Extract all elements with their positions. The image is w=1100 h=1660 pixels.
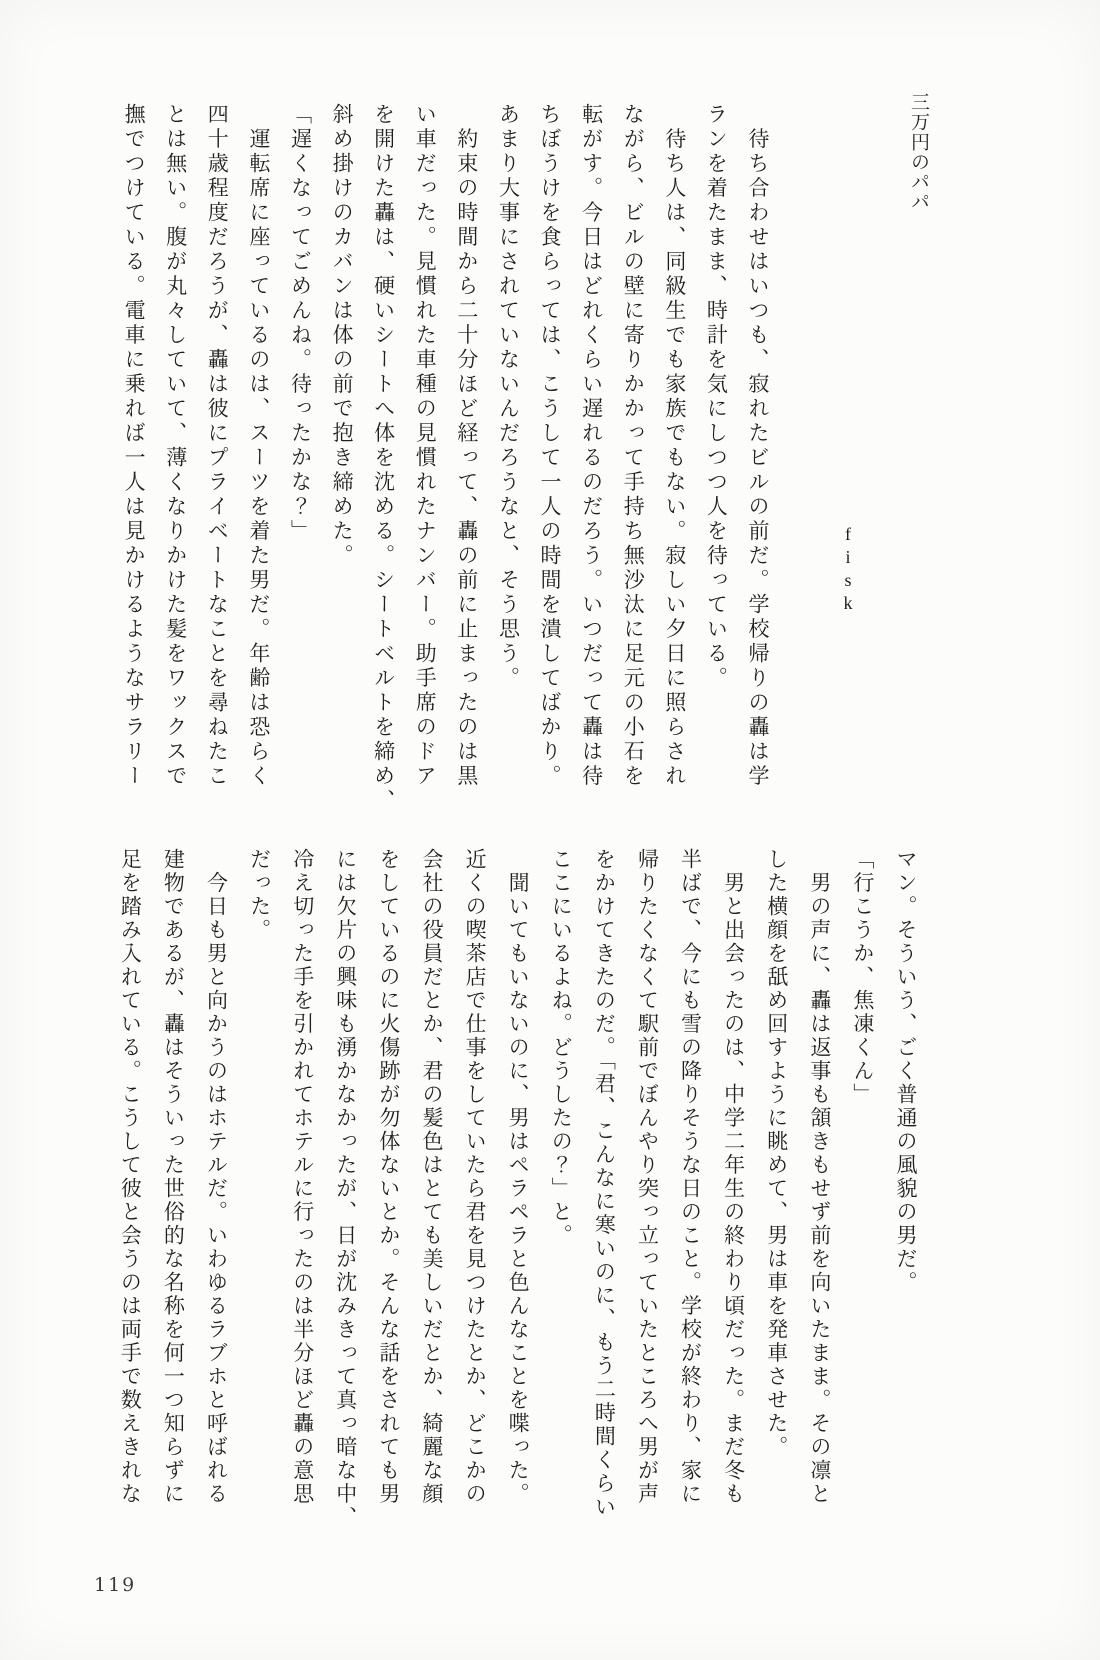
text-line: ながら、ビルの壁に寄りかかって手持ち無沙汰に足元の小石を [621, 103, 646, 789]
text-line: には欠片の興味も湧かなかったが、日が沈みきって真っ暗な中、 [333, 848, 358, 1530]
text-line: 待ち合わせはいつも、寂れたビルの前だ。学校帰りの轟は学 [746, 103, 770, 789]
text-line: 約束の時間から二十分ほど経って、轟の前に止まったのは黒 [454, 103, 479, 789]
text-line: 会社の役員だとか、君の髪色はとても美しいだとか、綺麗な顔 [419, 848, 444, 1506]
text-line: 男と出会ったのは、中学二年生の終わり頃だった。まだ冬も [721, 848, 746, 1506]
text-block-bottom [108, 848, 927, 1548]
text-line: 男の声に、轟は返事も頷きもせず前を向いたまま。その凛と [807, 848, 832, 1506]
text-line: 冷え切った手を引かれてホテルに行ったのは半分ほど轟の意思 [290, 848, 315, 1506]
text-line: 足を踏み入れている。こうして彼と会うのは両手で数えきれな [118, 848, 143, 1506]
text-line: 建物であるが、轟はそういった世俗的な名称を何一つ知らずに [161, 848, 186, 1506]
text-line: を開けた轟は、硬いシートへ体を沈める。シートベルトを締め、 [371, 103, 396, 814]
text-line: とは無い。腹が丸々していて、薄くなりかけた髪をワックスで [163, 103, 188, 789]
text-line: 撫でつけている。電車に乗れば一人は見かけるようなサラリー [122, 103, 147, 789]
text-line: ランを着たまま、時計を気にしつつ人を待っている。 [704, 103, 729, 691]
text-line: 今日も男と向かうのはホテルだ。いわゆるラブホと呼ばれる [204, 848, 229, 1506]
text-line: をしているのに火傷跡が勿体ないとか。そんな話をされても男 [376, 848, 401, 1506]
text-block-top [113, 103, 779, 814]
text-line: ここにいるよね。どうしたの？」と。 [549, 848, 574, 1248]
text-line: 斜め掛けのカバンは体の前で抱き締めた。 [330, 103, 355, 569]
text-line: 帰りたくなくて駅前でぼんやり突っ立っていたところへ男が声 [635, 848, 660, 1506]
text-line: 聞いてもいないのに、男はペラペラと色んなことを喋った。 [506, 848, 531, 1506]
text-line: 四十歳程度だろうが、轟は彼にプライベートなことを尋ねたこ [205, 103, 230, 789]
text-line: い車だった。見慣れた車種の見慣れたナンバー。助手席のドア [413, 103, 438, 789]
text-line: をかけてきたのだ。「君、こんなに寒いのに、もう二時間くらい [592, 848, 617, 1519]
text-line: あまり大事にされていないんだろうなと、そう思う。 [496, 103, 521, 691]
text-line: 待ち人は、同級生でも家族でもない。寂しい夕日に照らされ [662, 103, 687, 789]
text-line: 運転席に座っているのは、スーツを着た男だ。年齢は恐らく [246, 103, 271, 789]
text-line: 「行こうか、焦凍くん」 [850, 848, 875, 1107]
text-line: 半ばで、今にも雪の降りそうな日のこと。学校が終わり、家に [678, 848, 703, 1506]
text-line: だった。 [247, 848, 272, 942]
text-line: ちぼうけを食らっては、こうして一人の時間を潰してばかり。 [538, 103, 563, 789]
page-number: 119 [94, 1574, 137, 1596]
text-line: 近くの喫茶店で仕事をしていたら君を見つけたとか、どこかの [463, 848, 488, 1506]
text-line: した横顔を舐め回すように眺めて、男は車を発車させた。 [764, 848, 789, 1459]
story-title: 三万円のパパ [908, 92, 929, 212]
author-name: fisk [838, 524, 858, 616]
text-line: 転がす。今日はどれくらい遅れるのだろう。いつだって轟は待 [579, 103, 604, 789]
text-line: マン。そういう、ごく普通の風貌の男だ。 [894, 848, 918, 1295]
text-line: 「遅くなってごめんね。待ったかな？」 [288, 103, 313, 544]
